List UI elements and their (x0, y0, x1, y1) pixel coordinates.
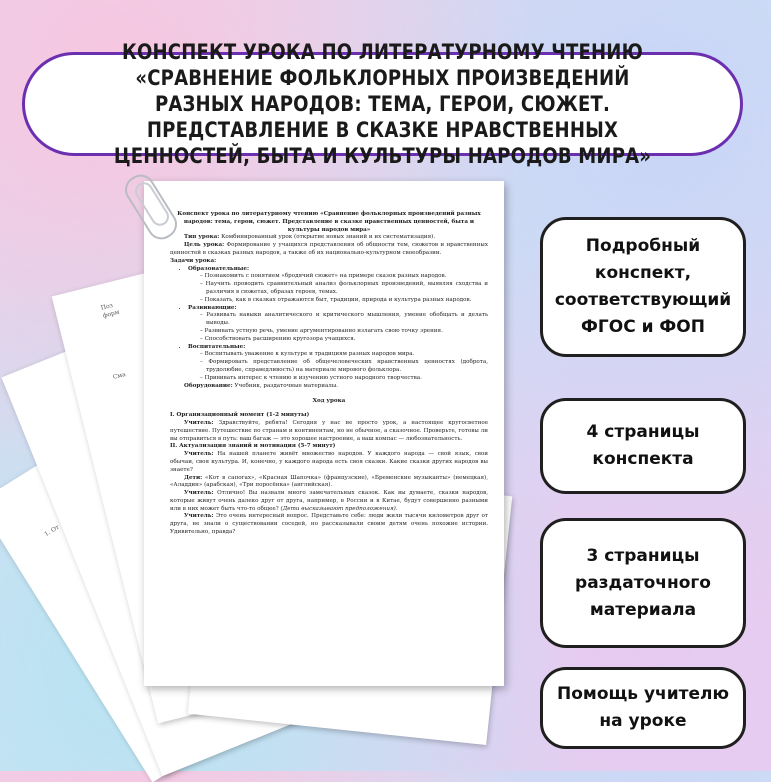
back-page-1-text-2: Сма (112, 370, 127, 381)
doc-s2-note: (Дети высказывают предположения). (280, 505, 398, 512)
doc-vos-label: • Воспитательные: (188, 344, 488, 352)
doc-vos-item: – Прививать интерес к чтению и изучению устного народного творчества. (200, 374, 422, 381)
back-page-3-text: 1. От (43, 523, 61, 539)
doc-teacher-label: Учитель: (184, 451, 214, 458)
doc-dev-item: – Способствовать расширению кругозора учащихся. (200, 335, 356, 342)
document-page (144, 181, 504, 686)
doc-s1-title: I. Организационный момент (1-2 минуты) (170, 412, 310, 419)
doc-teacher-label: Учитель: (184, 513, 214, 520)
doc-edu-item: – Познакомить с понятием «бродячий сюжет» на примере сказок разных народов. (200, 273, 447, 280)
doc-goal-text: Формирование у учащихся представления об общности тем, сюжетов и нравственных ценностей в сказках разных народов, а также об их национально-культурном своеобразии. (170, 242, 488, 256)
doc-edu-item: – Показать, как в сказках отражаются быт, традиции, природа и культура разных народов. (200, 296, 472, 303)
feature-pill-pages (540, 398, 746, 494)
doc-heading: Конспект урока по литературному чтению «Сравнение фольклорных произведений разных народов: тема, герои, сюжет. Представление в сказке нравственных ценностей, быта и культуры народов мира» (177, 211, 481, 233)
feature-label: Помощь учителю на уроке (557, 684, 729, 731)
doc-edu-item: – Научить проводить сравнительный анализ фольклорных произведений, выявляя сходства и различия в сюжетах, образах героев, темах. (200, 281, 488, 295)
doc-vos-item: – Воспитывать уважение к культуре и традициям разных народов мира. (200, 351, 415, 358)
doc-tasks-label: Задачи урока: (170, 257, 217, 264)
doc-s2-text3: Это очень интересный вопрос. Представьте себе: люди жили тысячи километров друг от друга, не знали о существовании соседей, но рассказывали своим детям очень похожие истории. Удивительно, правда? (170, 513, 488, 536)
doc-type-label: Тип урока: (184, 234, 220, 241)
doc-goal-label: Цель урока: (184, 242, 225, 249)
feature-pill-detailed-plan (540, 217, 746, 357)
doc-teacher-label: Учитель: (184, 419, 214, 426)
feature-label: Подробный конспект, соответствующий ФГОС и ФОП (554, 236, 732, 337)
feature-label: 4 страницы конспекта (586, 422, 700, 469)
doc-s2-text2: Отлично! Вы назвали много замечательных сказок. Как вы думаете, сказки народов, которые живут очень далеко друг от друга, например, в России и в Китае, будут совершенно разными или в них может быть что-то общее? (170, 490, 488, 512)
doc-edu-label: • Образовательные: (188, 266, 488, 274)
title-banner (22, 40, 743, 168)
doc-equip-text: Учебник, раздаточные материалы. (234, 382, 339, 389)
feature-label: 3 страницы раздаточного материала (575, 545, 711, 620)
doc-dev-item: – Развивать устную речь, умение аргументированно излагать свою точку зрения. (200, 327, 443, 334)
doc-vos-item: – Формировать представление об общечеловеческих нравственных ценностях (доброта, трудолюбие, справедливость) на материале мирового фольклора. (200, 359, 489, 373)
doc-type-text: Комбинированный урок (открытие новых знаний и их систематизация). (221, 234, 436, 241)
doc-kids-label: Дети: (184, 474, 203, 481)
back-page-1-text: Поз форм (100, 302, 121, 320)
feature-pill-handouts (540, 518, 746, 648)
doc-teacher-label: Учитель: (184, 490, 214, 497)
doc-s2-kids-text: «Кот в сапогах», «Красная Шапочка» (французские), «Бременские музыканты» (немецкая), «Аладдин» (арабская), «Три поросёнка» (английская). (170, 474, 488, 489)
doc-equip-label: Оборудование: (184, 382, 233, 389)
feature-pill-teacher-help (540, 667, 746, 749)
doc-s2-text1: На нашей планете живёт множество народов. У каждого народа — свой язык, свои обычаи, своя культура. И, конечно, у каждого народа есть своя сказки. Какие сказки других народов вы знаете? (170, 451, 488, 473)
doc-dev-item: – Развивать навыки аналитического и критического мышления, умение обобщать и делать выводы. (200, 312, 488, 327)
doc-course-title: Ход урока (312, 398, 346, 405)
page-title: КОНСПЕКТ УРОКА ПО ЛИТЕРАТУРНОМУ ЧТЕНИЮ «СРАВНЕНИЕ ФОЛЬКЛОРНЫХ ПРОИЗВЕДЕНИЙ РАЗНЫХ НАРОДОВ: ТЕМА, ГЕРОИ, СЮЖЕТ. ПРЕДСТАВЛЕНИЕ В СКАЗКЕ НРАВСТВЕННЫХ ЦЕННОСТЕЙ, БЫТА И КУЛЬТУРЫ НАРОДОВ МИРА» (113, 40, 652, 168)
doc-dev-label: • Развивающие: (188, 305, 488, 313)
doc-s2-title: II. Актуализация знаний и мотивация (5-7 минут) (170, 443, 336, 450)
doc-s1-text: Здравствуйте, ребята! Сегодня у нас не просто урок, а настоящее кругосветное путешествие. Путешествие по странам и континентам, но не обычное, а сказочное. Проверьте, готовы ли вы отправиться в путь: ваш багаж — это хорошее настроение, а ваш компас — любознательность. (170, 419, 489, 442)
